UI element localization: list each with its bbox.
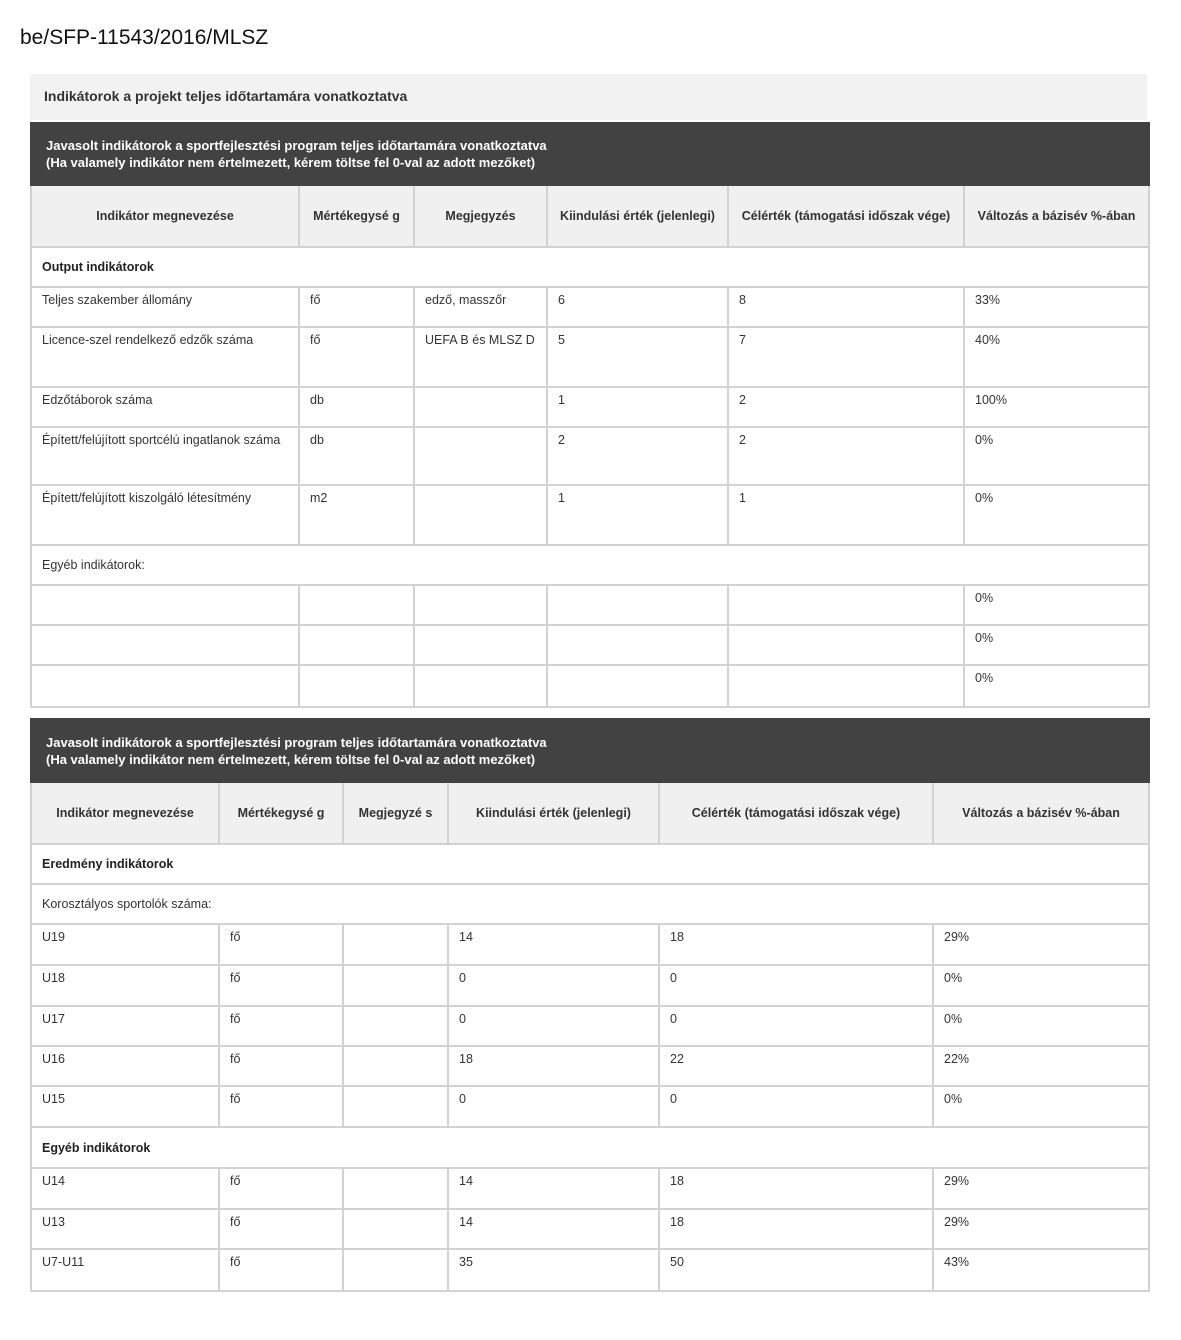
note <box>343 1249 448 1291</box>
change-percent: 0% <box>964 625 1149 665</box>
baseline-value: 0 <box>448 965 659 1006</box>
table-row <box>31 1209 1149 1249</box>
target-value: 1 <box>728 485 964 545</box>
table-row <box>31 1046 1149 1086</box>
table-row <box>31 1006 1149 1046</box>
table-heading-line1: Javasolt indikátorok a sportfejlesztési program teljes időtartamára vonatkoztatva <box>46 138 547 153</box>
unit <box>299 585 414 625</box>
change-percent: 0% <box>964 485 1149 545</box>
indicator-name: U7-U11 <box>31 1249 219 1291</box>
table-heading-line1: Javasolt indikátorok a sportfejlesztési program teljes időtartamára vonatkoztatva <box>46 734 547 750</box>
baseline-value: 5 <box>547 327 728 387</box>
table-row <box>31 427 1149 485</box>
note: edző, masszőr <box>414 287 547 327</box>
indicator-name: Épített/felújított kiszolgáló létesítmény <box>31 485 299 545</box>
column-header: Mértékegysé g <box>299 185 414 247</box>
target-value: 2 <box>728 427 964 485</box>
change-percent: 100% <box>964 387 1149 427</box>
target-value: 18 <box>659 924 933 965</box>
change-percent: 43% <box>933 1249 1149 1291</box>
baseline-value: 6 <box>547 287 728 327</box>
column-header: Változás a bázisév %-ában <box>964 185 1149 247</box>
column-header: Indikátor megnevezése <box>31 185 299 247</box>
unit: fő <box>219 1209 343 1249</box>
change-percent: 0% <box>933 965 1149 1006</box>
note <box>414 665 547 707</box>
table-row <box>31 485 1149 545</box>
table-row <box>31 665 1149 707</box>
target-value: 8 <box>728 287 964 327</box>
unit: fő <box>299 327 414 387</box>
section-title: Indikátorok a projekt teljes időtartamára vonatkoztatva <box>30 74 1147 120</box>
change-percent: 0% <box>964 665 1149 707</box>
note <box>343 924 448 965</box>
note <box>414 625 547 665</box>
indicator-name <box>31 665 299 707</box>
target-value: 2 <box>728 387 964 427</box>
group-heading: Output indikátorok <box>31 247 1149 287</box>
unit: fő <box>299 287 414 327</box>
unit: fő <box>219 924 343 965</box>
column-header: Kiindulási érték (jelenlegi) <box>448 782 659 844</box>
note <box>343 1006 448 1046</box>
group-heading: Egyéb indikátorok: <box>31 545 1149 585</box>
note <box>343 1168 448 1209</box>
target-value: 18 <box>659 1168 933 1209</box>
unit <box>299 625 414 665</box>
baseline-value <box>547 665 728 707</box>
baseline-value: 14 <box>448 1209 659 1249</box>
table-row <box>31 625 1149 665</box>
column-header: Célérték (támogatási időszak vége) <box>728 185 964 247</box>
baseline-value: 0 <box>448 1006 659 1046</box>
table-row <box>31 287 1149 327</box>
target-value <box>728 585 964 625</box>
table-heading-line2: (Ha valamely indikátor nem értelmezett, kérem töltse fel 0-val az adott mezőket) <box>46 751 536 767</box>
table-row <box>31 585 1149 625</box>
table-row <box>31 387 1149 427</box>
target-value: 0 <box>659 1006 933 1046</box>
target-value: 0 <box>659 965 933 1006</box>
column-header: Indikátor megnevezése <box>31 782 219 844</box>
note <box>343 1086 448 1127</box>
unit: fő <box>219 965 343 1006</box>
indicator-name: U14 <box>31 1168 219 1209</box>
note <box>414 485 547 545</box>
baseline-value <box>547 585 728 625</box>
change-percent: 29% <box>933 1168 1149 1209</box>
target-value: 18 <box>659 1209 933 1249</box>
change-percent: 0% <box>964 427 1149 485</box>
table-row <box>31 1249 1149 1291</box>
note <box>343 965 448 1006</box>
table-row <box>31 1086 1149 1127</box>
baseline-value: 1 <box>547 387 728 427</box>
baseline-value: 14 <box>448 924 659 965</box>
note <box>414 387 547 427</box>
group-heading: Eredmény indikátorok <box>31 844 1149 884</box>
note <box>343 1209 448 1249</box>
table-heading <box>31 123 1149 185</box>
table-heading <box>31 719 1149 782</box>
indicator-name: Licence-szel rendelkező edzők száma <box>31 327 299 387</box>
group-heading: Egyéb indikátorok <box>31 1127 1149 1168</box>
target-value: 7 <box>728 327 964 387</box>
target-value: 50 <box>659 1249 933 1291</box>
note <box>414 585 547 625</box>
change-percent: 0% <box>933 1086 1149 1127</box>
column-header-row <box>31 185 1149 247</box>
unit: fő <box>219 1006 343 1046</box>
baseline-value: 0 <box>448 1086 659 1127</box>
column-header-row <box>31 782 1149 844</box>
note <box>414 427 547 485</box>
unit: m2 <box>299 485 414 545</box>
change-percent: 29% <box>933 1209 1149 1249</box>
baseline-value <box>547 625 728 665</box>
target-value <box>728 625 964 665</box>
table-row <box>31 924 1149 965</box>
document-id: be/SFP-11543/2016/MLSZ <box>20 26 269 49</box>
indicator-name: U17 <box>31 1006 219 1046</box>
table-heading-line2: (Ha valamely indikátor nem értelmezett, kérem töltse fel 0-val az adott mezőket) <box>46 155 536 170</box>
baseline-value: 35 <box>448 1249 659 1291</box>
change-percent: 0% <box>964 585 1149 625</box>
column-header: Megjegyzés <box>414 185 547 247</box>
baseline-value: 1 <box>547 485 728 545</box>
unit: fő <box>219 1046 343 1086</box>
change-percent: 0% <box>933 1006 1149 1046</box>
unit: db <box>299 387 414 427</box>
column-header: Mértékegysé g <box>219 782 343 844</box>
table-row <box>31 327 1149 387</box>
unit: fő <box>219 1086 343 1127</box>
indicator-table-result <box>30 718 1150 1292</box>
table-row <box>31 1168 1149 1209</box>
unit: fő <box>219 1168 343 1209</box>
unit: db <box>299 427 414 485</box>
change-percent: 29% <box>933 924 1149 965</box>
subgroup-heading: Korosztályos sportolók száma: <box>31 884 1149 924</box>
unit: fő <box>219 1249 343 1291</box>
column-header: Kiindulási érték (jelenlegi) <box>547 185 728 247</box>
column-header: Megjegyzé s <box>343 782 448 844</box>
baseline-value: 18 <box>448 1046 659 1086</box>
indicator-name: Épített/felújított sportcélú ingatlanok száma <box>31 427 299 485</box>
baseline-value: 14 <box>448 1168 659 1209</box>
indicator-name: U19 <box>31 924 219 965</box>
indicator-name: Teljes szakember állomány <box>31 287 299 327</box>
table-row <box>31 965 1149 1006</box>
indicator-name <box>31 585 299 625</box>
target-value <box>728 665 964 707</box>
column-header: Változás a bázisév %-ában <box>933 782 1149 844</box>
indicator-name: U15 <box>31 1086 219 1127</box>
note <box>343 1046 448 1086</box>
change-percent: 33% <box>964 287 1149 327</box>
indicator-table-output <box>30 122 1150 708</box>
indicator-name: Edzőtáborok száma <box>31 387 299 427</box>
indicator-name <box>31 625 299 665</box>
indicator-name: U13 <box>31 1209 219 1249</box>
note: UEFA B és MLSZ D <box>414 327 547 387</box>
target-value: 22 <box>659 1046 933 1086</box>
baseline-value: 2 <box>547 427 728 485</box>
target-value: 0 <box>659 1086 933 1127</box>
indicator-name: U18 <box>31 965 219 1006</box>
indicator-name: U16 <box>31 1046 219 1086</box>
column-header: Célérték (támogatási időszak vége) <box>659 782 933 844</box>
unit <box>299 665 414 707</box>
change-percent: 22% <box>933 1046 1149 1086</box>
change-percent: 40% <box>964 327 1149 387</box>
